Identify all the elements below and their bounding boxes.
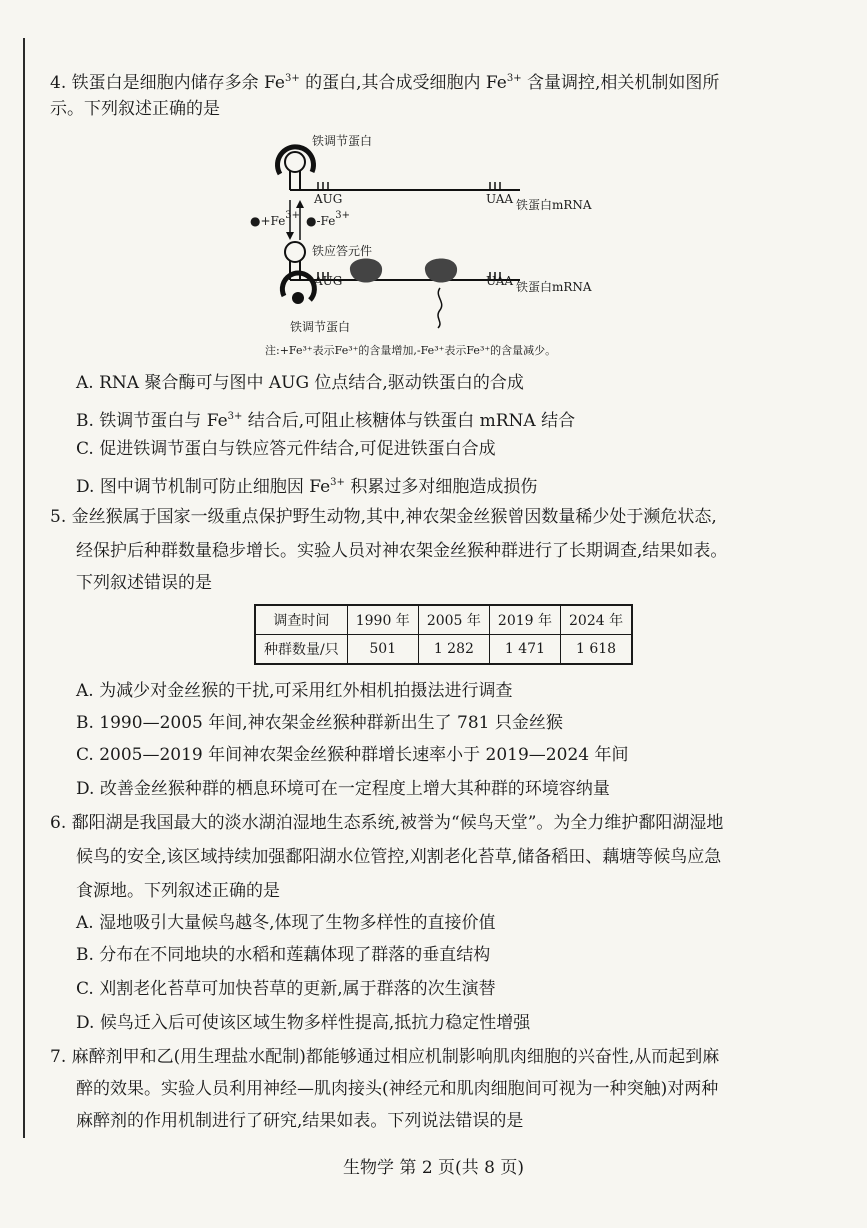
plus-fe-sup: 3+ — [285, 210, 301, 221]
left-binding-rule — [23, 38, 25, 1138]
page-footer: 生物学 第 2 页(共 8 页) — [343, 1158, 524, 1178]
label-mrna-bottom: 铁蛋白mRNA — [516, 280, 592, 294]
arrow-down-head — [286, 232, 294, 240]
q4-stem-part2: 的蛋白,其合成受细胞内 Fe — [299, 73, 507, 93]
arrow-up-head — [296, 200, 304, 208]
table-cell: 2024 年 — [561, 605, 633, 635]
q5-option-b: B. 1990—2005 年间,神农架金丝猴种群新出生了 781 只金丝猴 — [76, 713, 563, 733]
q4-option-d-part1: D. 图中调节机制可防止细胞因 Fe — [76, 477, 331, 497]
table-cell: 1 618 — [561, 635, 633, 665]
q7-stem-line1: 7. 麻醉剂甲和乙(用生理盐水配制)都能够通过相应机制影响肌肉细胞的兴奋性,从而起到麻 — [50, 1047, 720, 1067]
q6-option-b: B. 分布在不同地块的水稻和莲藕体现了群落的垂直结构 — [76, 945, 491, 965]
label-regulator-bottom: 铁调节蛋白 — [290, 320, 351, 334]
q7-stem-line3: 麻醉剂的作用机制进行了研究,结果如表。下列说法错误的是 — [76, 1111, 524, 1131]
q5-option-d: D. 改善金丝猴种群的栖息环境可在一定程度上增大其种群的环境容纳量 — [76, 779, 610, 799]
q5-option-a: A. 为减少对金丝猴的干扰,可采用红外相机拍摄法进行调查 — [76, 681, 513, 701]
ribosome-1 — [350, 258, 382, 282]
uaa-ticks-top — [490, 182, 500, 190]
fe-superscript: 3+ — [506, 73, 522, 84]
minus-fe-text: ●-Fe — [306, 214, 336, 228]
q6-option-d: D. 候鸟迁入后可使该区域生物多样性提高,抵抗力稳定性增强 — [76, 1013, 531, 1033]
label-regulator-top: 铁调节蛋白 — [312, 134, 373, 148]
population-table — [254, 604, 633, 665]
q6-option-c: C. 刈割老化苔草可加快苔草的更新,属于群落的次生演替 — [76, 979, 496, 999]
label-aug-top: AUG — [314, 192, 343, 206]
q6-stem-line1: 6. 鄱阳湖是我国最大的淡水湖泊湿地生态系统,被誉为“候鸟天堂”。为全力维护鄱阳湖湿地 — [50, 813, 724, 833]
label-uaa-bottom: UAA — [486, 274, 514, 288]
ribosome-2 — [425, 258, 457, 282]
q5-stem-line3: 下列叙述错误的是 — [76, 573, 212, 593]
q6-option-a: A. 湿地吸引大量候鸟越冬,体现了生物多样性的直接价值 — [76, 913, 496, 933]
q4-option-d-part2: 积累过多对细胞造成损伤 — [344, 477, 538, 497]
peptide-chain — [438, 288, 442, 328]
label-uaa-top: UAA — [486, 192, 514, 206]
q4-option-b — [76, 406, 575, 432]
table-header-count: 种群数量/只 — [255, 635, 347, 665]
q4-option-d — [76, 472, 537, 498]
q5-option-c: C. 2005—2019 年间神农架金丝猴种群增长速率小于 2019—2024 年间 — [76, 745, 629, 765]
table-row — [255, 635, 632, 665]
q4-stem-part1: 4. 铁蛋白是细胞内储存多余 Fe — [50, 73, 285, 93]
q4-stem-line1 — [50, 68, 719, 94]
ferritin-regulation-diagram — [240, 128, 620, 368]
aug-ticks-top — [318, 182, 328, 190]
q5-stem-line2: 经保护后种群数量稳步增长。实验人员对神农架金丝猴种群进行了长期调查,结果如表。 — [76, 541, 728, 561]
q6-stem-line3: 食源地。下列叙述正确的是 — [76, 881, 280, 901]
q4-option-b-part2: 结合后,可阻止核糖体与铁蛋白 mRNA 结合 — [242, 411, 576, 431]
ire-loop-top — [285, 152, 305, 172]
fe-ion-bound — [292, 292, 304, 304]
table-cell: 501 — [347, 635, 418, 665]
table-header-time: 调查时间 — [255, 605, 347, 635]
diagram-svg — [240, 128, 620, 343]
q4-stem-line2: 示。下列叙述正确的是 — [50, 99, 220, 119]
label-ire: 铁应答元件 — [312, 244, 373, 258]
plus-fe-text: ●+Fe — [250, 214, 286, 228]
figure-note: 注:+Fe³⁺表示Fe³⁺的含量增加,-Fe³⁺表示Fe³⁺的含量减少。 — [265, 344, 557, 357]
label-aug-bottom: AUG — [314, 274, 343, 288]
q4-option-b-part1: B. 铁调节蛋白与 Fe — [76, 411, 228, 431]
label-plus-fe — [250, 210, 300, 228]
table-row — [255, 605, 632, 635]
q7-stem-line2: 醉的效果。实验人员利用神经—肌肉接头(神经元和肌肉细胞间可视为一种突触)对两种 — [76, 1079, 719, 1099]
label-mrna-top: 铁蛋白mRNA — [516, 198, 592, 212]
ire-loop-bottom — [285, 242, 305, 262]
table-cell: 1 282 — [418, 635, 489, 665]
table-cell: 1 471 — [489, 635, 560, 665]
fe-superscript: 3+ — [227, 411, 243, 422]
regulator-protein-top — [277, 147, 313, 174]
table-cell: 2019 年 — [489, 605, 560, 635]
fe-superscript: 3+ — [284, 73, 300, 84]
q4-stem-part3: 含量调控,相关机制如图所 — [521, 73, 720, 93]
label-minus-fe — [306, 210, 350, 228]
q4-option-c: C. 促进铁调节蛋白与铁应答元件结合,可促进铁蛋白合成 — [76, 439, 496, 459]
table-cell: 2005 年 — [418, 605, 489, 635]
table-cell: 1990 年 — [347, 605, 418, 635]
minus-fe-sup: 3+ — [335, 210, 351, 221]
fe-superscript: 3+ — [330, 477, 345, 488]
q6-stem-line2: 候鸟的安全,该区域持续加强鄱阳湖水位管控,刈割老化苔草,储备稻田、藕塘等候鸟应急 — [76, 847, 722, 867]
q5-stem-line1: 5. 金丝猴属于国家一级重点保护野生动物,其中,神农架金丝猴曾因数量稀少处于濒危状态, — [50, 507, 717, 527]
q4-option-a: A. RNA 聚合酶可与图中 AUG 位点结合,驱动铁蛋白的合成 — [76, 373, 524, 393]
